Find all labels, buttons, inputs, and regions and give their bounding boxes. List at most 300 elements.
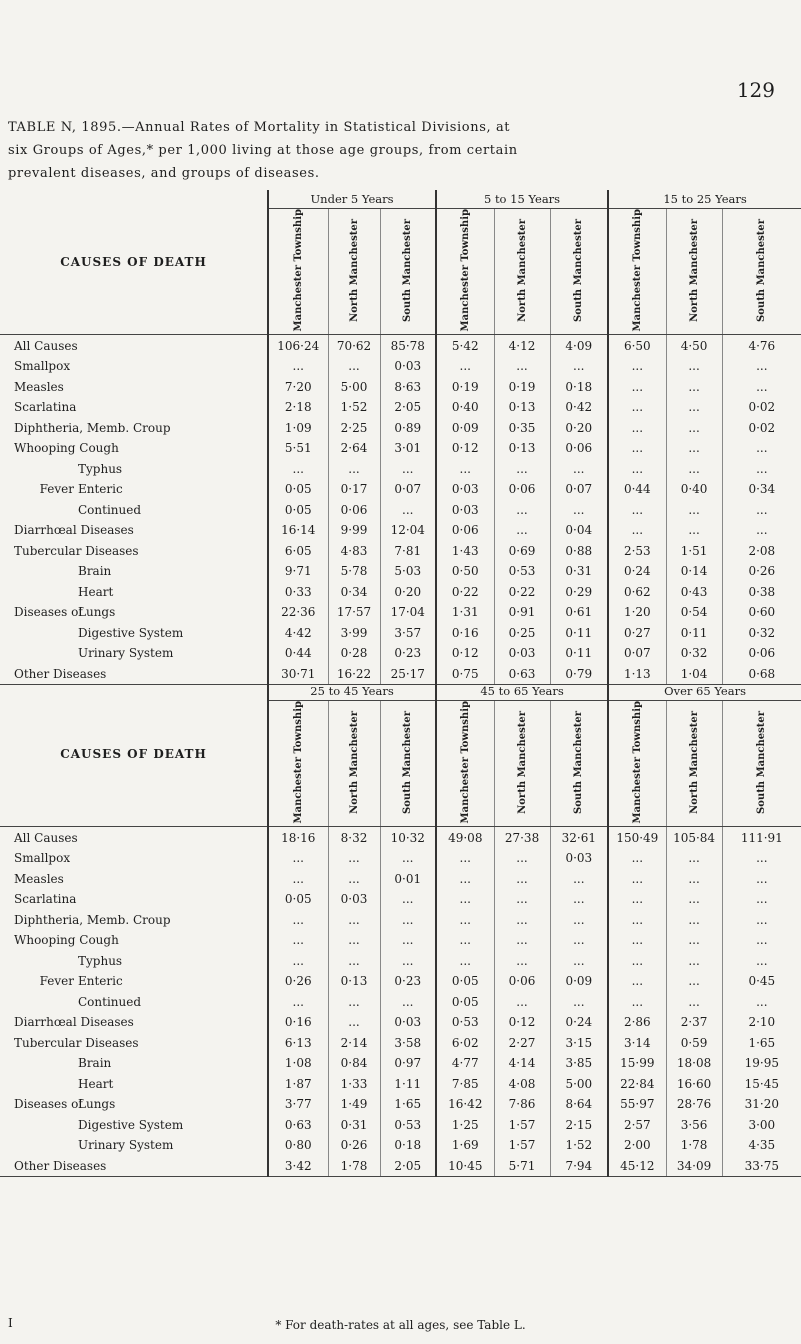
rate-cell: 2·57: [608, 1114, 666, 1135]
rate-cell: 4·77: [436, 1053, 494, 1074]
rate-cell: 0·33: [268, 581, 328, 602]
rate-cell: 0·05: [268, 889, 328, 910]
rate-cell: 55·97: [608, 1094, 666, 1115]
rate-cell: 0·07: [550, 479, 608, 500]
rate-cell: ...: [436, 356, 494, 377]
division-label: South Manchester: [573, 710, 585, 814]
rate-cell: ...: [608, 397, 666, 418]
division-header: [608, 209, 666, 335]
table-title: [8, 116, 796, 185]
rate-cell: 0·89: [380, 417, 436, 438]
rate-cell: 4·09: [550, 335, 608, 356]
division-header: [380, 701, 436, 827]
cause-label: Heart: [78, 584, 114, 599]
rate-cell: 6·13: [268, 1032, 328, 1053]
rate-cell: ...: [494, 889, 550, 910]
rate-cell: 17·57: [328, 602, 380, 623]
division-header: [380, 209, 436, 335]
title-line: TABLE N, 1895.—Annual Rates of Mortality in Statistical Divisions, at: [8, 120, 511, 135]
rate-cell: ...: [494, 991, 550, 1012]
cause-cell: [0, 950, 268, 971]
cause-cell: [0, 643, 268, 664]
rate-cell: 7·81: [380, 540, 436, 561]
rate-cell: 0·05: [268, 499, 328, 520]
rate-cell: 0·50: [436, 561, 494, 582]
age-group-header: 5 to 15 Years: [436, 190, 608, 209]
cause-label: Tubercular Diseases: [14, 1035, 139, 1050]
rate-cell: 0·75: [436, 663, 494, 684]
rate-cell: 3·57: [380, 622, 436, 643]
rate-cell: 0·32: [666, 643, 722, 664]
rate-cell: 1·33: [328, 1073, 380, 1094]
rate-cell: 0·97: [380, 1053, 436, 1074]
rate-cell: ...: [380, 991, 436, 1012]
rate-cell: 3·56: [666, 1114, 722, 1135]
rate-cell: ...: [722, 889, 801, 910]
signature-mark: I: [8, 1316, 13, 1330]
rate-cell: ...: [608, 417, 666, 438]
rate-cell: 5·71: [494, 1155, 550, 1176]
rate-cell: 0·03: [550, 848, 608, 869]
rate-cell: 3·01: [380, 438, 436, 459]
rate-cell: 0·20: [380, 581, 436, 602]
rate-cell: ...: [268, 356, 328, 377]
division-label: Manchester Township: [292, 209, 304, 332]
cause-cell: [0, 602, 268, 623]
rate-cell: 106·24: [268, 335, 328, 356]
rate-cell: 0·16: [268, 1012, 328, 1033]
rate-cell: ...: [722, 438, 801, 459]
rate-cell: 2·86: [608, 1012, 666, 1033]
table-row: [0, 479, 801, 500]
rate-cell: 49·08: [436, 827, 494, 848]
rate-cell: 0·32: [722, 622, 801, 643]
title-line: six Groups of Ages,* per 1,000 living at those age groups, from certain: [8, 143, 518, 158]
cause-label: Urinary System: [78, 646, 174, 661]
rate-cell: 0·27: [608, 622, 666, 643]
rate-cell: 3·42: [268, 1155, 328, 1176]
rate-cell: 0·88: [550, 540, 608, 561]
rate-cell: 28·76: [666, 1094, 722, 1115]
cause-label: Other Diseases: [14, 666, 107, 681]
age-group-header: Under 5 Years: [268, 190, 436, 209]
rate-cell: 3·99: [328, 622, 380, 643]
rate-cell: 3·15: [550, 1032, 608, 1053]
rate-cell: 0·05: [268, 479, 328, 500]
rate-cell: 12·04: [380, 520, 436, 541]
rate-cell: 0·22: [494, 581, 550, 602]
rate-cell: 2·37: [666, 1012, 722, 1033]
rate-cell: 1·49: [328, 1094, 380, 1115]
cause-cell: [0, 1135, 268, 1156]
rate-cell: 0·23: [380, 643, 436, 664]
cause-label: Smallpox: [14, 359, 71, 374]
table-row: [0, 540, 801, 561]
rate-cell: 2·08: [722, 540, 801, 561]
rate-cell: 6·50: [608, 335, 666, 356]
rate-cell: ...: [608, 950, 666, 971]
rate-cell: 1·25: [436, 1114, 494, 1135]
rate-cell: ...: [666, 971, 722, 992]
table-row: [0, 848, 801, 869]
table-row: [0, 643, 801, 664]
rate-cell: ...: [722, 458, 801, 479]
rate-cell: 16·60: [666, 1073, 722, 1094]
division-label: Manchester Township: [631, 209, 643, 332]
rate-cell: 1·65: [722, 1032, 801, 1053]
group-prefix: Fever: [39, 482, 74, 497]
rate-cell: 2·64: [328, 438, 380, 459]
rate-cell: 0·44: [268, 643, 328, 664]
footnote: [0, 1318, 801, 1332]
rate-cell: 4·50: [666, 335, 722, 356]
table-row: [0, 1032, 801, 1053]
division-header: [666, 701, 722, 827]
rate-cell: 34·09: [666, 1155, 722, 1176]
cause-label: Diarrhœal Diseases: [14, 1015, 134, 1030]
rate-cell: ...: [328, 1012, 380, 1033]
rate-cell: 0·31: [550, 561, 608, 582]
rate-cell: ...: [666, 397, 722, 418]
table-row: [0, 356, 801, 377]
cause-label: Whooping Cough: [14, 441, 119, 456]
rate-cell: 9·71: [268, 561, 328, 582]
rate-cell: 1·09: [268, 417, 328, 438]
rate-cell: 0·54: [666, 602, 722, 623]
group-prefix: Diseases of: [14, 1097, 83, 1112]
rate-cell: 0·13: [494, 438, 550, 459]
table-row: [0, 520, 801, 541]
rate-cell: ...: [722, 376, 801, 397]
cause-label: Brain: [78, 564, 112, 579]
rate-cell: ...: [494, 520, 550, 541]
rate-cell: 0·91: [494, 602, 550, 623]
rate-cell: ...: [722, 520, 801, 541]
cause-cell: [0, 499, 268, 520]
table-row: [0, 602, 801, 623]
division-label: North Manchester: [348, 218, 360, 322]
rate-cell: 16·42: [436, 1094, 494, 1115]
table-row: [0, 1094, 801, 1115]
rate-cell: 0·26: [268, 971, 328, 992]
rate-cell: ...: [666, 848, 722, 869]
rate-cell: ...: [328, 356, 380, 377]
table-row: [0, 868, 801, 889]
rate-cell: 19·95: [722, 1053, 801, 1074]
rate-cell: 0·11: [550, 622, 608, 643]
rate-cell: 0·06: [328, 499, 380, 520]
rate-cell: 4·08: [494, 1073, 550, 1094]
cause-cell: [0, 827, 268, 848]
rate-cell: 5·00: [550, 1073, 608, 1094]
rate-cell: 1·52: [550, 1135, 608, 1156]
division-label: South Manchester: [573, 218, 585, 322]
rate-cell: ...: [494, 499, 550, 520]
rate-cell: 0·59: [666, 1032, 722, 1053]
rate-cell: 0·03: [436, 499, 494, 520]
rate-cell: 0·63: [268, 1114, 328, 1135]
rate-cell: 0·06: [550, 438, 608, 459]
cause-cell: [0, 848, 268, 869]
division-header: [328, 209, 380, 335]
rate-cell: ...: [550, 889, 608, 910]
rate-cell: 0·12: [494, 1012, 550, 1033]
rate-cell: 1·31: [436, 602, 494, 623]
rate-cell: 8·64: [550, 1094, 608, 1115]
rate-cell: ...: [380, 499, 436, 520]
rate-cell: 5·78: [328, 561, 380, 582]
rate-cell: 0·09: [550, 971, 608, 992]
rate-cell: 27·38: [494, 827, 550, 848]
cause-label: Scarlatina: [14, 400, 77, 415]
table-row: [0, 1135, 801, 1156]
rate-cell: 0·23: [380, 971, 436, 992]
cause-label: Typhus: [78, 461, 123, 476]
cause-cell: [0, 868, 268, 889]
rate-cell: ...: [666, 991, 722, 1012]
cause-cell: [0, 479, 268, 500]
rate-cell: 4·76: [722, 335, 801, 356]
rate-cell: 0·01: [380, 868, 436, 889]
rate-cell: 3·00: [722, 1114, 801, 1135]
rate-cell: 0·84: [328, 1053, 380, 1074]
rate-cell: 0·24: [608, 561, 666, 582]
rate-cell: 0·60: [722, 602, 801, 623]
rate-cell: ...: [722, 909, 801, 930]
rate-cell: ...: [608, 889, 666, 910]
rate-cell: 3·58: [380, 1032, 436, 1053]
rate-cell: ...: [268, 950, 328, 971]
table-row: [0, 438, 801, 459]
cause-label: Urinary System: [78, 1138, 174, 1153]
cause-column-header: CAUSES OF DEATH: [0, 682, 268, 827]
page-number: 129: [736, 78, 775, 102]
rate-cell: ...: [666, 458, 722, 479]
rate-cell: 1·69: [436, 1135, 494, 1156]
table-row: [0, 909, 801, 930]
cause-cell: [0, 520, 268, 541]
rate-cell: 16·14: [268, 520, 328, 541]
rate-cell: 4·14: [494, 1053, 550, 1074]
rate-cell: 32·61: [550, 827, 608, 848]
mortality-table-older-ages: [0, 682, 801, 1177]
division-header: [550, 701, 608, 827]
division-label: North Manchester: [348, 710, 360, 814]
rate-cell: ...: [608, 458, 666, 479]
division-label: South Manchester: [402, 218, 414, 322]
rate-cell: 0·13: [328, 971, 380, 992]
cause-cell: [0, 991, 268, 1012]
rate-cell: 0·26: [328, 1135, 380, 1156]
rate-cell: 0·44: [608, 479, 666, 500]
rate-cell: ...: [608, 930, 666, 951]
cause-label: Enteric: [78, 974, 123, 989]
rate-cell: 1·78: [328, 1155, 380, 1176]
cause-label: Heart: [78, 1076, 114, 1091]
rate-cell: 0·38: [722, 581, 801, 602]
rate-cell: 1·43: [436, 540, 494, 561]
rate-cell: ...: [608, 991, 666, 1012]
rate-cell: 0·24: [550, 1012, 608, 1033]
rate-cell: 105·84: [666, 827, 722, 848]
rate-cell: 6·02: [436, 1032, 494, 1053]
rate-cell: ...: [666, 868, 722, 889]
group-prefix: Fever: [39, 974, 74, 989]
rate-cell: ...: [550, 868, 608, 889]
table-row: [0, 458, 801, 479]
division-label: Manchester Township: [292, 701, 304, 824]
rate-cell: 5·00: [328, 376, 380, 397]
footnote-text: * For death-rates at all ages, see Table L.: [275, 1318, 526, 1332]
rate-cell: 0·40: [666, 479, 722, 500]
rate-cell: 3·77: [268, 1094, 328, 1115]
rate-cell: 0·69: [494, 540, 550, 561]
rate-cell: 5·03: [380, 561, 436, 582]
cause-cell: [0, 581, 268, 602]
rate-cell: 0·26: [722, 561, 801, 582]
rate-cell: ...: [608, 356, 666, 377]
rate-cell: 1·65: [380, 1094, 436, 1115]
table-row: [0, 1012, 801, 1033]
rate-cell: 0·03: [494, 643, 550, 664]
rate-cell: ...: [550, 950, 608, 971]
rate-cell: 3·14: [608, 1032, 666, 1053]
rate-cell: ...: [666, 930, 722, 951]
cause-label: Measles: [14, 379, 64, 394]
cause-cell: [0, 397, 268, 418]
rate-cell: 0·13: [494, 397, 550, 418]
table-row: [0, 581, 801, 602]
rate-cell: 85·78: [380, 335, 436, 356]
rate-cell: ...: [328, 848, 380, 869]
rate-cell: ...: [328, 950, 380, 971]
age-group-header: 25 to 45 Years: [268, 682, 436, 701]
rate-cell: 4·12: [494, 335, 550, 356]
rate-cell: 0·03: [436, 479, 494, 500]
rate-cell: ...: [268, 458, 328, 479]
table-row: [0, 950, 801, 971]
table-row: [0, 397, 801, 418]
rate-cell: ...: [380, 930, 436, 951]
rate-cell: 0·07: [380, 479, 436, 500]
table-row: [0, 991, 801, 1012]
rate-cell: 0·06: [722, 643, 801, 664]
cause-label: Scarlatina: [14, 892, 77, 907]
table-row: [0, 417, 801, 438]
cause-cell: [0, 1114, 268, 1135]
rate-cell: 0·25: [494, 622, 550, 643]
age-group-header: 15 to 25 Years: [608, 190, 801, 209]
rate-cell: ...: [328, 458, 380, 479]
rate-cell: 7·94: [550, 1155, 608, 1176]
rate-cell: 2·18: [268, 397, 328, 418]
rate-cell: 0·79: [550, 663, 608, 684]
rate-cell: ...: [666, 499, 722, 520]
rate-cell: 2·25: [328, 417, 380, 438]
group-prefix: Diseases of: [14, 605, 83, 620]
cause-cell: [0, 376, 268, 397]
rate-cell: ...: [608, 376, 666, 397]
cause-label: Diphtheria, Memb. Croup: [14, 420, 171, 435]
rate-cell: 1·51: [666, 540, 722, 561]
rate-cell: ...: [550, 991, 608, 1012]
rate-cell: ...: [268, 930, 328, 951]
rate-cell: 0·18: [380, 1135, 436, 1156]
rate-cell: 0·06: [436, 520, 494, 541]
division-header: [722, 701, 801, 827]
division-label: North Manchester: [688, 218, 700, 322]
cause-label: Continued: [78, 994, 142, 1009]
cause-label: Diphtheria, Memb. Croup: [14, 912, 171, 927]
cause-label: Lungs: [78, 605, 116, 620]
rate-cell: ...: [328, 868, 380, 889]
rate-cell: 18·16: [268, 827, 328, 848]
cause-cell: [0, 1053, 268, 1074]
cause-cell: [0, 458, 268, 479]
cause-label: All Causes: [14, 830, 78, 845]
rate-cell: 0·04: [550, 520, 608, 541]
rate-cell: 10·45: [436, 1155, 494, 1176]
rate-cell: 15·99: [608, 1053, 666, 1074]
rate-cell: 0·45: [722, 971, 801, 992]
rate-cell: ...: [666, 356, 722, 377]
rate-cell: 45·12: [608, 1155, 666, 1176]
rate-cell: ...: [494, 848, 550, 869]
cause-cell: [0, 561, 268, 582]
rate-cell: ...: [550, 499, 608, 520]
rate-cell: ...: [436, 848, 494, 869]
rate-cell: 30·71: [268, 663, 328, 684]
rate-cell: ...: [666, 376, 722, 397]
division-header: [436, 209, 494, 335]
rate-cell: 2·14: [328, 1032, 380, 1053]
cause-label: Continued: [78, 502, 142, 517]
rate-cell: 0·31: [328, 1114, 380, 1135]
rate-cell: 0·09: [436, 417, 494, 438]
rate-cell: ...: [436, 868, 494, 889]
table-row: [0, 827, 801, 848]
rate-cell: ...: [494, 930, 550, 951]
rate-cell: ...: [436, 930, 494, 951]
rate-cell: 2·27: [494, 1032, 550, 1053]
rate-cell: ...: [666, 520, 722, 541]
rate-cell: 0·61: [550, 602, 608, 623]
rate-cell: 0·07: [608, 643, 666, 664]
division-header: [722, 209, 801, 335]
rate-cell: 0·19: [494, 376, 550, 397]
cause-label: Typhus: [78, 953, 123, 968]
rate-cell: 0·03: [380, 1012, 436, 1033]
table-row: [0, 1073, 801, 1094]
rate-cell: 0·34: [722, 479, 801, 500]
rate-cell: ...: [666, 950, 722, 971]
rate-cell: 10·32: [380, 827, 436, 848]
rate-cell: 0·11: [550, 643, 608, 664]
table-row: [0, 1114, 801, 1135]
division-label: Manchester Township: [459, 701, 471, 824]
rate-cell: ...: [380, 909, 436, 930]
rate-cell: 3·85: [550, 1053, 608, 1074]
table-row: [0, 889, 801, 910]
rate-cell: ...: [722, 991, 801, 1012]
rate-cell: ...: [608, 848, 666, 869]
rate-cell: 1·11: [380, 1073, 436, 1094]
rate-cell: ...: [494, 356, 550, 377]
rate-cell: 2·05: [380, 1155, 436, 1176]
rate-cell: ...: [436, 889, 494, 910]
rate-cell: 0·11: [666, 622, 722, 643]
cause-cell: [0, 438, 268, 459]
